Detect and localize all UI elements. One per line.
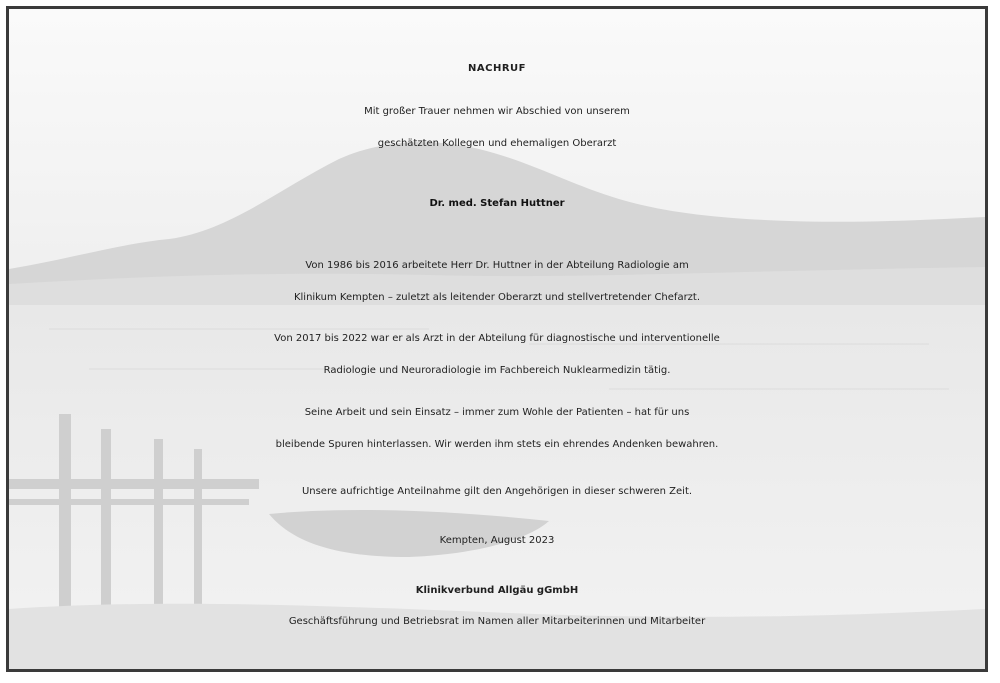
intro-line-2: geschätzten Kollegen und ehemaligen Oberarzt (377, 138, 617, 149)
obituary-heading: NACHRUF (468, 63, 526, 74)
career-paragraph-line-2: Klinikum Kempten – zuletzt als leitender Oberarzt und stellvertretender Chefarzt. (293, 292, 701, 303)
intro-line-1: Mit großer Trauer nehmen wir Abschied von unserem (364, 106, 630, 117)
obituary-card (6, 6, 988, 672)
tribute-line-2: bleibende Spuren hinterlassen. Wir werden ihm stets ein ehrendes Andenken bewahren. (275, 439, 719, 450)
later-career-line-1: Von 2017 bis 2022 war er als Arzt in der Abteilung für diagnostische und interventionelle (274, 333, 720, 344)
signature-subline: Geschäftsführung und Betriebsrat im Namen aller Mitarbeiterinnen und Mitarbeiter (288, 616, 706, 627)
career-paragraph-line-1: Von 1986 bis 2016 arbeitete Herr Dr. Huttner in der Abteilung Radiologie am (305, 260, 689, 271)
later-career-line-2: Radiologie und Neuroradiologie im Fachbereich Nuklearmedizin tätig. (323, 365, 671, 376)
condolence-line: Unsere aufrichtige Anteilnahme gilt den Angehörigen in dieser schweren Zeit. (301, 486, 693, 497)
tribute-line-1: Seine Arbeit und sein Einsatz – immer zum Wohle der Patienten – hat für uns (304, 407, 690, 418)
signature-organization: Klinikverbund Allgäu gGmbH (415, 585, 579, 596)
obituary-text (9, 9, 985, 669)
place-date: Kempten, August 2023 (439, 535, 555, 546)
deceased-name: Dr. med. Stefan Huttner (429, 198, 565, 209)
